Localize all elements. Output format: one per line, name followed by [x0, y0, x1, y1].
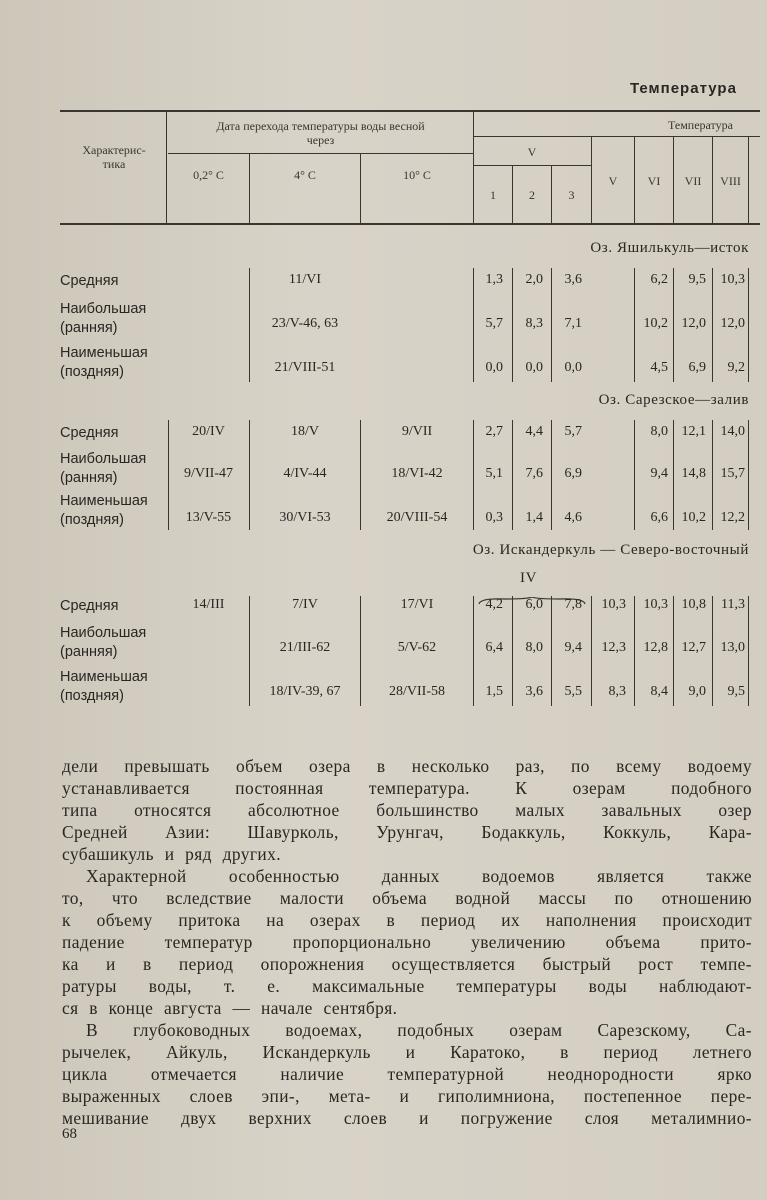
row-label: Наибольшая (ранняя) [60, 301, 147, 336]
date-cell: 21/VIII-51 [274, 360, 336, 375]
column-rule [473, 268, 474, 382]
temperature-value: 5,1 [485, 466, 503, 481]
column-rule [360, 420, 361, 530]
column-rule [168, 420, 169, 530]
date-cell: 20/IV [192, 424, 225, 439]
header-characteristic: Характерис- тика [82, 143, 146, 171]
temperature-value: 9,5 [688, 272, 706, 287]
temperature-value: 7,8 [564, 597, 582, 612]
column-rule [551, 596, 552, 706]
column-rule [512, 596, 513, 706]
date-cell: 18/V [291, 424, 319, 439]
table-header-bottom-rule [60, 223, 760, 225]
column-rule [748, 420, 749, 530]
column-rule [673, 268, 674, 382]
column-rule [551, 420, 552, 530]
column-rule [673, 596, 674, 706]
header-date-4: 4° С [294, 168, 316, 182]
date-cell: 14/III [192, 597, 225, 612]
column-rule [551, 268, 552, 382]
column-rule [748, 596, 749, 706]
temperature-value: 8,4 [650, 684, 668, 699]
column-rule [512, 268, 513, 382]
temperature-value: 8,3 [525, 316, 543, 331]
date-cell: 11/VI [288, 272, 322, 287]
temperature-value: 1,3 [485, 272, 503, 287]
temperature-value: 5,5 [564, 684, 582, 699]
header-date-group: Дата перехода температуры воды весной через [216, 119, 425, 147]
header-month-v: V [527, 145, 537, 159]
header-month-col-vi: VI [647, 174, 661, 188]
paragraph-1: дели превышать объем озера в несколько раз, по всему водоему устанавливается постоянная температура. К озерам подобного типа относятся абсолютное большинство малых завальных озер Средней Азии: Шавурколь, Урунгач, Бодаккуль, Коккуль, Кара- субашикуль и ряд других. [62, 756, 752, 864]
temperature-value: 12,1 [681, 424, 706, 439]
column-rule [512, 420, 513, 530]
header-month-col-v: V [608, 174, 618, 188]
column-rule [634, 596, 635, 706]
temperature-value: 10,3 [643, 597, 668, 612]
temperature-value: 3,6 [564, 272, 582, 287]
column-rule [249, 268, 250, 382]
temperature-value: 9,5 [727, 684, 745, 699]
temperature-value: 10,2 [681, 510, 706, 525]
running-header: Температура [630, 80, 737, 97]
date-cell: 18/IV-39, 67 [269, 684, 341, 699]
temperature-value: 4,2 [485, 597, 503, 612]
temperature-value: 7,6 [525, 466, 543, 481]
temperature-value: 1,4 [525, 510, 543, 525]
temp-group-rule [473, 136, 760, 137]
date-cell: 7/IV [292, 597, 318, 612]
row-label: Наибольшая (ранняя) [60, 625, 147, 660]
date-cell: 21/III-62 [279, 640, 331, 655]
temperature-value: 5,7 [485, 316, 503, 331]
column-rule [673, 420, 674, 530]
temperature-value: 2,7 [485, 424, 503, 439]
temperature-value: 0,3 [485, 510, 503, 525]
temperature-value: 12,0 [720, 316, 745, 331]
date-cell: 9/VII [401, 424, 433, 439]
temperature-value: 12,0 [681, 316, 706, 331]
temperature-value: 0,0 [564, 360, 582, 375]
temperature-value: 0,0 [485, 360, 503, 375]
temperature-value: 10,2 [643, 316, 668, 331]
temperature-value: 8,3 [608, 684, 626, 699]
temperature-value: 12,7 [681, 640, 706, 655]
temperature-value: 4,6 [564, 510, 582, 525]
date-cell: 9/VII-47 [184, 466, 233, 481]
table-top-rule [60, 110, 760, 112]
date-cell: 4/IV-44 [283, 466, 327, 481]
temperature-value: 5,7 [564, 424, 582, 439]
column-rule [634, 268, 635, 382]
page-number: 68 [62, 1126, 77, 1142]
temperature-value: 6,9 [688, 360, 706, 375]
column-rule [712, 596, 713, 706]
temperature-value: 12,3 [601, 640, 626, 655]
temperature-value: 13,0 [720, 640, 745, 655]
temperature-value: 9,0 [688, 684, 706, 699]
date-cell: 13/V-55 [185, 510, 232, 525]
temperature-value: 6,9 [564, 466, 582, 481]
date-group-rule [168, 153, 473, 154]
header-date-10: 10° С [403, 168, 431, 182]
date-cell: 28/VII-58 [389, 684, 445, 699]
column-rule [634, 420, 635, 530]
column-rule [249, 420, 250, 530]
row-label: Наименьшая (поздняя) [60, 493, 148, 528]
temperature-value: 14,0 [720, 424, 745, 439]
section-title-yashilkul: Оз. Яшилькуль—исток [590, 240, 749, 256]
date-cell: 23/V-46, 63 [271, 316, 339, 331]
temperature-value: 6,2 [650, 272, 668, 287]
row-label: Наименьшая (поздняя) [60, 669, 148, 704]
temperature-value: 6,6 [650, 510, 668, 525]
temperature-value: 3,6 [525, 684, 543, 699]
column-rule [249, 596, 250, 706]
temperature-value: 7,1 [564, 316, 582, 331]
row-label: Наибольшая (ранняя) [60, 451, 147, 486]
header-decade-3: 3 [568, 188, 575, 202]
temperature-value: 9,4 [564, 640, 582, 655]
temperature-value: 1,5 [485, 684, 503, 699]
body-text [62, 755, 752, 1129]
header-date-02: 0,2° С [193, 168, 224, 182]
temperature-value: 4,4 [525, 424, 543, 439]
temperature-value: 8,0 [525, 640, 543, 655]
column-rule [712, 420, 713, 530]
date-cell: 30/VI-53 [279, 510, 331, 525]
temperature-value: 11,3 [721, 597, 745, 612]
date-cell: 17/VI [400, 597, 434, 612]
temperature-value: 9,2 [727, 360, 745, 375]
temperature-value: 12,8 [643, 640, 668, 655]
temperature-value: 4,5 [650, 360, 668, 375]
date-cell: 20/VIII-54 [386, 510, 448, 525]
header-month-col-vii: VII [684, 174, 702, 188]
row-label: Средняя [60, 598, 119, 614]
temperature-value: 6,4 [485, 640, 503, 655]
column-rule [591, 596, 592, 706]
paragraph-2: Характерной особенностью данных водоемов является также то, что вследствие малости объема водной массы по отношению к объему притока на озерах в период их наполнения происходит падение температур пропорционально увеличению объема прито- ка и в период опорожнения осуществляется быстрый рост темпе- ратуры воды, т. е. максимальные температуры воды наблюдают- ся в конце августа — начале сентября. [62, 866, 752, 1018]
header-decade-1: 1 [490, 188, 496, 202]
month-v-rule [473, 165, 591, 166]
temperature-value: 12,2 [720, 510, 745, 525]
header-temp-group: Температура [668, 118, 733, 132]
column-rule [712, 268, 713, 382]
temperature-value: 15,7 [720, 466, 745, 481]
row-label: Наименьшая (поздняя) [60, 345, 148, 380]
temperature-value: 10,8 [681, 597, 706, 612]
row-label: Средняя [60, 273, 119, 289]
temperature-value: 2,0 [525, 272, 543, 287]
header-month-col-viii: VIII [720, 174, 741, 188]
section-title-iskanderkul: Оз. Искандеркуль — Северо-восточный [472, 542, 749, 558]
temperature-value: 10,3 [601, 597, 626, 612]
column-rule [360, 596, 361, 706]
temperature-value: 6,0 [525, 597, 543, 612]
temperature-value: 0,0 [525, 360, 543, 375]
temperature-value: 8,0 [650, 424, 668, 439]
header-decade-2: 2 [529, 188, 535, 202]
temperature-value: 14,8 [681, 466, 706, 481]
column-rule [473, 596, 474, 706]
date-cell: 18/VI-42 [391, 466, 443, 481]
subheader-april: IV [520, 570, 538, 586]
paragraph-3: В глубоководных водоемах, подобных озерам Сарезскому, Са- рычелек, Айкуль, Искандеркуль и Каратоко, в период летнего цикла отмечается наличие температурной неоднородности ярко выраженных слоев эпи-, мета- и гиполимниона, постепенное пере- мешивание двух верхних слоев и погружение слоя металимнио- [62, 1020, 752, 1128]
column-rule [748, 268, 749, 382]
section-title-sarez: Оз. Сарезское—залив [598, 392, 749, 408]
column-rule [473, 420, 474, 530]
row-label: Средняя [60, 425, 119, 441]
temperature-value: 10,3 [720, 272, 745, 287]
date-cell: 5/V-62 [397, 640, 437, 655]
temperature-value: 9,4 [650, 466, 668, 481]
